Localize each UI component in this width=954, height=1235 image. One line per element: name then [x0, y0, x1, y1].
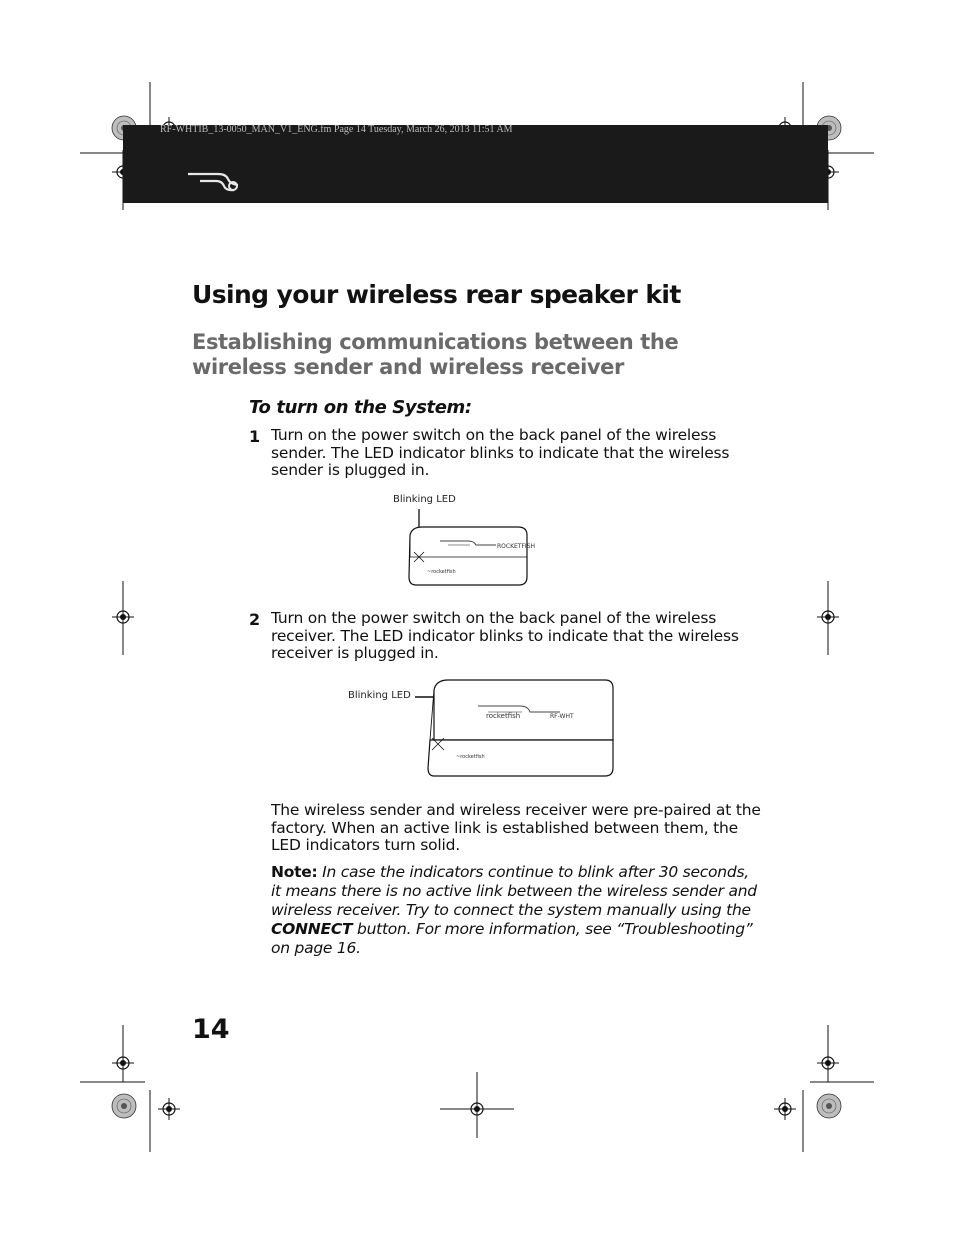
step-number: 2	[249, 610, 261, 629]
step-text: Turn on the power switch on the back panel of the wireless sender. The LED indicator blinks to indicate that the wireless sender is plugged in.	[271, 426, 730, 479]
print-slug: RF-WHTIB_13-0050_MAN_V1_ENG.fm Page 14 Tuesday, March 26, 2013 11:51 AM	[160, 124, 513, 135]
body-paragraph: The wireless sender and wireless receiver were pre-paired at the factory. When an active link is established between them, the LED indicators turn solid.	[271, 801, 761, 854]
note	[271, 863, 761, 958]
svg-text:~rocketfish: ~rocketfish	[456, 754, 485, 760]
svg-text:ROCKETFISH: ROCKETFISH	[497, 543, 536, 550]
wireless-receiver-illustration	[410, 676, 620, 781]
note-text: In case the indicators continue to blink after 30 seconds, it means there is no active link between the wireless sender and wireless receiver. Try to connect the system manually using the	[271, 863, 757, 919]
svg-text:rocketfish: rocketfish	[486, 712, 521, 720]
note-text: button. For more information, see “Troubleshooting” on page 16.	[271, 920, 753, 957]
section-heading: Establishing communications between the wireless sender and wireless receiver	[192, 330, 679, 379]
connect-button-reference: CONNECT	[271, 920, 353, 938]
brand-logo-icon	[186, 170, 246, 194]
figure-label: Blinking LED	[393, 494, 456, 505]
procedure-heading: To turn on the System:	[249, 397, 472, 418]
wireless-sender-illustration	[400, 505, 535, 590]
svg-text:RF-WHT: RF-WHT	[550, 713, 574, 720]
step-number: 1	[249, 427, 261, 446]
step-text: Turn on the power switch on the back panel of the wireless receiver. The LED indicator blinks to indicate that the wireless receiver is plugged in.	[271, 609, 739, 662]
page-number: 14	[192, 1014, 230, 1045]
page-title: Using your wireless rear speaker kit	[192, 280, 681, 309]
figure-label: Blinking LED	[348, 690, 411, 701]
svg-text:~rocketfish: ~rocketfish	[427, 569, 456, 575]
note-label: Note:	[271, 863, 318, 881]
